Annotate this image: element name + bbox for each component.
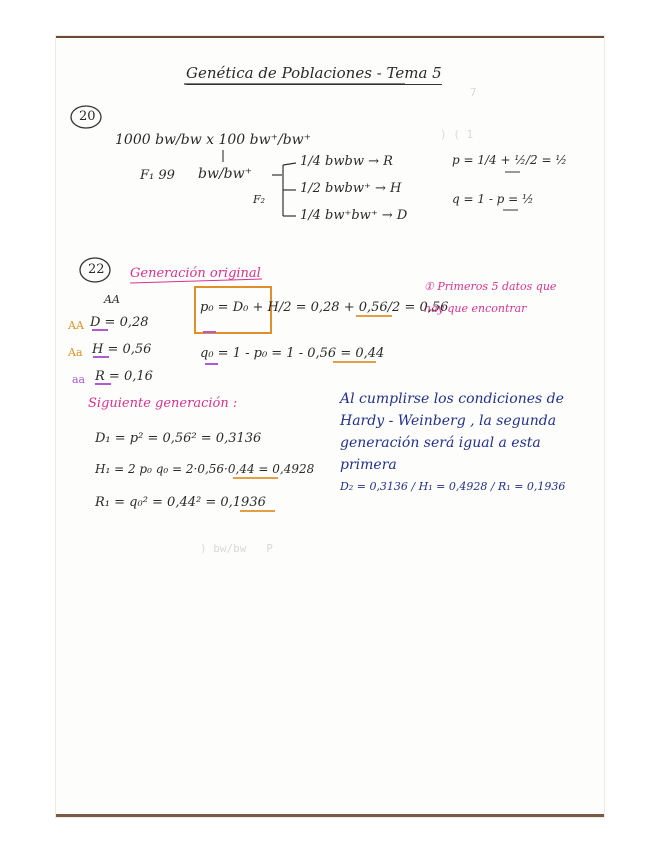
final-values: D₂ = 0,3136 / H₁ = 0,4928 / R₁ = 0,1936: [340, 480, 566, 493]
q-formula: q = 1 - p = ½: [452, 192, 534, 206]
bleed-through-text: ) ( 1: [440, 128, 474, 141]
branch-3: 1/4 bw⁺bw⁺ → D: [300, 208, 408, 223]
d-value: D = 0,28: [90, 315, 149, 330]
next-generation-heading: Siguiente generación :: [88, 396, 238, 411]
genotype-label-a: aa: [72, 373, 86, 386]
r-value: R = 0,16: [95, 369, 153, 384]
conclusion-line: Al cumplirse los condiciones de: [340, 391, 564, 407]
left-tag: AA: [104, 293, 120, 306]
h1-formula: H₁ = 2 p₀ q₀ = 2·0,56·0,44 = 0,4928: [95, 462, 315, 476]
cross-line: 1000 bw/bw x 100 bw⁺/bw⁺: [115, 132, 312, 148]
original-generation-heading: Generación original: [130, 266, 261, 281]
conclusion-line: primera: [340, 457, 397, 473]
bleed-through-text: ) bw/bw P: [200, 542, 273, 555]
genotype-label-aa: AA: [68, 319, 84, 332]
f1-label: F₁ 99: [140, 168, 175, 183]
f1-genotype: bw/bw⁺: [198, 166, 252, 182]
genotype-label-ha: Aa: [68, 346, 83, 359]
q0-formula: q₀ = 1 - p₀ = 1 - 0,56 = 0,44: [200, 346, 385, 361]
page-title: Genética de Poblaciones - Tema 5: [186, 64, 442, 85]
exercise-number-22: 22: [88, 262, 105, 277]
d1-formula: D₁ = p² = 0,56² = 0,3136: [95, 431, 262, 446]
exercise-number-20: 20: [79, 109, 96, 124]
bleed-through-text: 7: [470, 86, 477, 99]
branch-2: 1/2 bwbw⁺ → H: [300, 181, 402, 196]
first-data-note: ① Primeros 5 datos que hay que encontrar: [424, 280, 557, 315]
r1-formula: R₁ = q₀² = 0,44² = 0,1936: [95, 495, 266, 510]
branch-1: 1/4 bwbw → R: [300, 154, 393, 169]
h-value: H = 0,56: [92, 342, 152, 357]
p0-formula: p₀ = D₀ + H/2 = 0,28 + 0,56/2 = 0,56: [200, 300, 449, 315]
f2-label: F₂: [253, 193, 266, 206]
p-formula: p = 1/4 + ½/2 = ½: [452, 153, 567, 167]
conclusion-line: Hardy - Weinberg , la segunda: [340, 413, 557, 429]
conclusion-line: generación será igual a esta: [340, 435, 541, 451]
